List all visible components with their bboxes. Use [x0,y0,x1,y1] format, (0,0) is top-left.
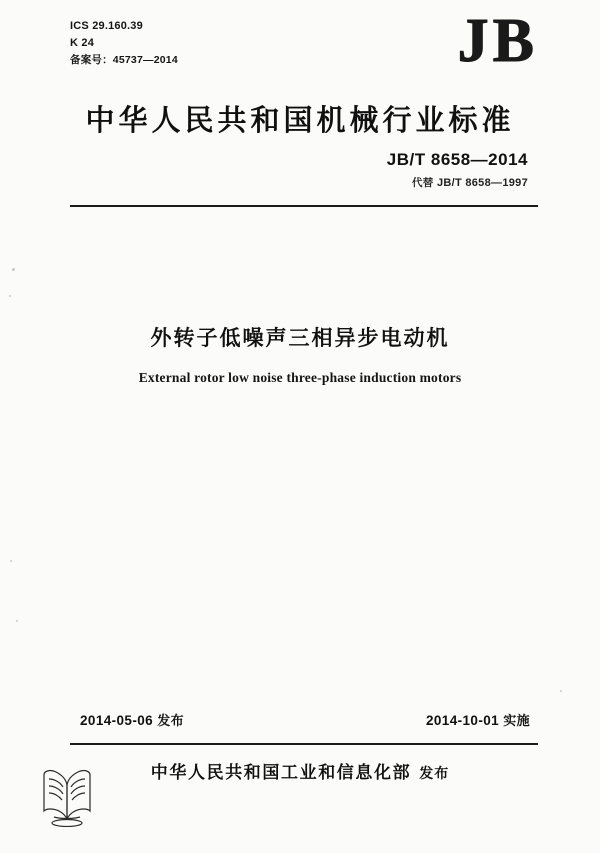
issue-date-block [80,710,184,729]
jb-logo: JB [457,7,538,75]
book-emblem [36,761,98,827]
header-divider [70,205,538,207]
ics-code: ICS 29.160.39 [70,20,143,32]
document-title-english: External rotor low noise three-phase induction motors [138,370,462,385]
issue-date-label: 发布 [157,714,185,729]
replaces-line [387,175,528,190]
effective-date: 2014-10-01 [425,713,500,728]
effective-date-block [426,710,530,729]
scan-speck [16,620,18,622]
classification-code: K 24 [70,37,95,49]
scan-speck [9,295,11,297]
effective-date-label: 实施 [503,714,530,729]
national-standard-title: 中华人民共和国机械行业标准 [85,103,515,137]
scan-speck [12,268,15,271]
replaces-standard-number: JB/T 8658—1997 [436,177,528,189]
scan-speck [560,690,562,692]
issuer-publish-label: 发布 [419,766,450,782]
record-number: 备案号：45737—2014 [70,54,178,66]
footer-divider [70,743,538,745]
issue-date: 2014-05-06 [80,713,154,728]
issuer-name: 中华人民共和国工业和信息化部 [150,763,412,783]
scan-speck [10,560,12,562]
code-block [70,18,178,69]
standard-number-block [387,150,528,190]
replaces-label: 代替 [411,177,434,189]
document-title-chinese: 外转子低噪声三相异步电动机 [150,326,450,350]
standard-number: JB/T 8658—2014 [386,150,528,169]
